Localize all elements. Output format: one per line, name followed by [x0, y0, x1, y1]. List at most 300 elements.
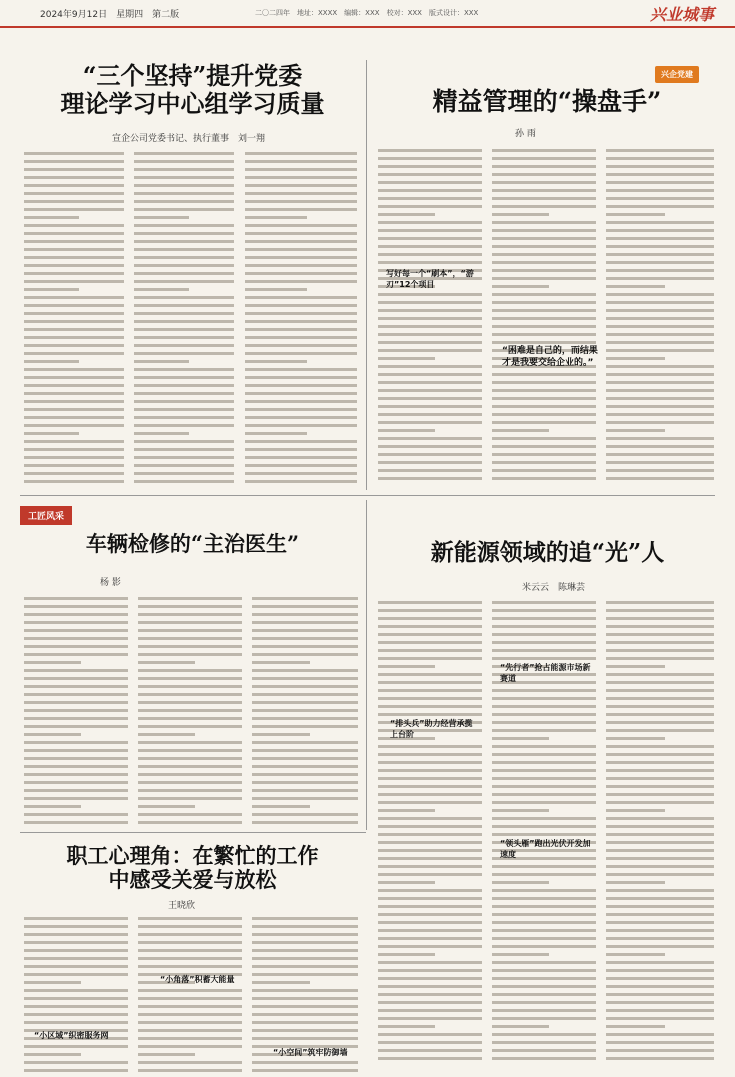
article2-section-tag: 兴企党建	[655, 66, 699, 83]
body-text-line	[24, 621, 128, 624]
body-text-line	[492, 785, 596, 788]
body-text-line	[134, 392, 234, 395]
body-text-line	[252, 605, 358, 608]
body-text-line	[134, 160, 234, 163]
body-text-line	[134, 376, 234, 379]
body-text-line	[492, 641, 596, 644]
body-text-line	[378, 705, 482, 708]
body-text-line	[606, 745, 714, 748]
body-text-line	[24, 392, 124, 395]
article3-body-col2	[138, 592, 242, 824]
body-text-line	[138, 997, 242, 1000]
body-text-line	[24, 949, 128, 952]
body-text-line	[138, 1037, 242, 1040]
body-text-line	[24, 368, 124, 371]
body-text-line	[245, 368, 357, 371]
body-text-line	[245, 256, 357, 259]
body-text-line	[134, 152, 234, 155]
body-text-line	[24, 677, 128, 680]
body-text-line	[378, 633, 482, 636]
body-text-line	[245, 296, 357, 299]
body-text-line	[24, 781, 128, 784]
body-text-line	[138, 1061, 242, 1064]
body-text-line	[606, 633, 714, 636]
body-text-line	[24, 248, 124, 251]
body-text-line	[378, 953, 435, 956]
body-text-line	[378, 849, 482, 852]
body-text-line	[252, 813, 358, 816]
body-text-line	[24, 933, 128, 936]
body-text-line	[24, 272, 124, 275]
article3-title: 车辆检修的“主治医生”	[85, 531, 300, 556]
article4-subhead1: “先行者”抢占能源市场新赛道	[500, 663, 591, 683]
body-text-line	[24, 192, 124, 195]
body-text-line	[24, 440, 124, 443]
article5-byline: 王晓欣	[168, 901, 196, 911]
body-text-line	[378, 237, 482, 240]
body-text-line	[134, 224, 234, 227]
body-text-line	[24, 288, 79, 291]
body-text-line	[24, 797, 128, 800]
body-text-line	[492, 341, 596, 344]
body-text-line	[378, 937, 482, 940]
body-text-line	[24, 224, 124, 227]
article1-body-col2	[134, 147, 234, 487]
body-text-line	[245, 248, 357, 251]
body-text-line	[606, 397, 714, 400]
body-text-line	[492, 301, 596, 304]
body-text-line	[24, 296, 124, 299]
body-text-line	[252, 821, 358, 824]
body-text-line	[606, 1017, 714, 1020]
body-text-line	[606, 173, 714, 176]
body-text-line	[252, 701, 358, 704]
body-text-line	[492, 609, 596, 612]
body-text-line	[24, 472, 124, 475]
body-text-line	[606, 969, 714, 972]
body-text-line	[492, 929, 596, 932]
body-text-line	[245, 448, 357, 451]
body-text-line	[492, 237, 596, 240]
body-text-line	[378, 1025, 435, 1028]
body-text-line	[378, 373, 482, 376]
body-text-line	[378, 349, 482, 352]
body-text-line	[378, 689, 482, 692]
body-text-line	[378, 841, 482, 844]
body-text-line	[492, 713, 596, 716]
body-text-line	[24, 917, 128, 920]
body-text-line	[492, 1057, 596, 1060]
body-text-line	[492, 325, 596, 328]
body-text-line	[606, 261, 714, 264]
body-text-line	[252, 997, 358, 1000]
body-text-line	[252, 693, 358, 696]
body-text-line	[378, 601, 482, 604]
body-text-line	[492, 1049, 596, 1052]
body-text-line	[606, 333, 714, 336]
body-text-line	[24, 733, 81, 736]
body-text-line	[138, 733, 195, 736]
body-text-line	[138, 661, 195, 664]
body-text-line	[138, 637, 242, 640]
body-text-line	[378, 157, 482, 160]
body-text-line	[492, 1009, 596, 1012]
body-text-line	[492, 397, 596, 400]
body-text-line	[606, 477, 714, 480]
body-text-line	[606, 453, 714, 456]
body-text-line	[24, 629, 128, 632]
body-text-line	[492, 445, 596, 448]
body-text-line	[606, 341, 714, 344]
body-text-line	[378, 173, 482, 176]
body-text-line	[138, 669, 242, 672]
body-text-line	[252, 757, 358, 760]
body-text-line	[492, 389, 596, 392]
body-text-line	[134, 256, 234, 259]
body-text-line	[606, 149, 714, 152]
body-text-line	[606, 1033, 714, 1036]
body-text-line	[606, 189, 714, 192]
page-header	[0, 0, 735, 28]
body-text-line	[378, 985, 482, 988]
body-text-line	[606, 365, 714, 368]
body-text-line	[252, 773, 358, 776]
body-text-line	[378, 809, 435, 812]
body-text-line	[378, 1049, 482, 1052]
body-text-line	[492, 817, 596, 820]
body-text-line	[378, 245, 482, 248]
article3-byline: 杨 影	[100, 578, 121, 588]
body-text-line	[606, 913, 714, 916]
body-text-line	[378, 261, 482, 264]
body-text-line	[24, 448, 124, 451]
article2-body-col3	[606, 144, 714, 484]
article2-byline: 孙 雨	[515, 129, 536, 139]
body-text-line	[606, 253, 714, 256]
body-text-line	[378, 1041, 482, 1044]
body-text-line	[492, 1001, 596, 1004]
body-text-line	[245, 320, 357, 323]
body-text-line	[492, 881, 549, 884]
body-text-line	[24, 637, 128, 640]
body-text-line	[24, 464, 124, 467]
body-text-line	[252, 933, 358, 936]
body-text-line	[134, 344, 234, 347]
body-text-line	[24, 1013, 128, 1016]
body-text-line	[492, 617, 596, 620]
newspaper-logo: 兴业城事	[650, 5, 715, 24]
body-text-line	[378, 317, 482, 320]
article1-title-line2: 理论学习中心组学习质量	[60, 88, 325, 118]
body-text-line	[492, 897, 596, 900]
body-text-line	[24, 725, 128, 728]
body-text-line	[252, 621, 358, 624]
body-text-line	[138, 629, 242, 632]
body-text-line	[378, 921, 482, 924]
body-text-line	[24, 336, 124, 339]
body-text-line	[24, 152, 124, 155]
body-text-line	[138, 709, 242, 712]
body-text-line	[606, 389, 714, 392]
body-text-line	[252, 917, 358, 920]
body-text-line	[252, 1029, 358, 1032]
body-text-line	[245, 336, 357, 339]
body-text-line	[138, 925, 242, 928]
body-text-line	[24, 384, 124, 387]
body-text-line	[252, 629, 358, 632]
body-text-line	[606, 325, 714, 328]
body-text-line	[252, 981, 310, 984]
body-text-line	[252, 989, 358, 992]
body-text-line	[252, 1061, 358, 1064]
body-text-line	[252, 925, 358, 928]
article5-subhead3: “小空间”筑牢防御墙	[273, 1048, 348, 1057]
body-text-line	[492, 737, 549, 740]
body-text-line	[606, 213, 665, 216]
article3-section-badge: 工匠风采	[20, 506, 72, 525]
body-text-line	[24, 805, 81, 808]
body-text-line	[138, 813, 242, 816]
body-text-line	[492, 657, 596, 660]
body-text-line	[378, 761, 482, 764]
body-text-line	[492, 993, 596, 996]
body-text-line	[245, 440, 357, 443]
body-text-line	[492, 253, 596, 256]
body-text-line	[24, 661, 81, 664]
body-text-line	[138, 1013, 242, 1016]
body-text-line	[378, 1057, 482, 1060]
body-text-line	[24, 981, 81, 984]
body-text-line	[252, 797, 358, 800]
body-text-line	[245, 352, 357, 355]
body-text-line	[606, 461, 714, 464]
body-text-line	[138, 821, 242, 824]
body-text-line	[245, 424, 357, 427]
body-text-line	[492, 317, 596, 320]
body-text-line	[24, 685, 128, 688]
body-text-line	[492, 197, 596, 200]
body-text-line	[606, 277, 714, 280]
body-text-line	[24, 645, 128, 648]
body-text-line	[245, 232, 357, 235]
article1-title	[20, 62, 365, 117]
body-text-line	[134, 440, 234, 443]
body-text-line	[245, 392, 357, 395]
body-text-line	[378, 665, 435, 668]
body-text-line	[606, 929, 714, 932]
body-text-line	[492, 697, 596, 700]
body-text-line	[606, 469, 714, 472]
body-text-line	[492, 205, 596, 208]
body-text-line	[606, 373, 714, 376]
body-text-line	[378, 873, 482, 876]
body-text-line	[606, 753, 714, 756]
body-text-line	[378, 333, 482, 336]
body-text-line	[24, 749, 128, 752]
body-text-line	[378, 197, 482, 200]
body-text-line	[252, 653, 358, 656]
body-text-line	[378, 1033, 482, 1036]
body-text-line	[138, 693, 242, 696]
article1-body-col3	[245, 147, 357, 487]
body-text-line	[606, 285, 665, 288]
body-text-line	[606, 245, 714, 248]
body-text-line	[252, 973, 358, 976]
body-text-line	[378, 945, 482, 948]
body-text-line	[606, 985, 714, 988]
body-text-line	[492, 421, 596, 424]
body-text-line	[24, 605, 128, 608]
body-text-line	[138, 949, 242, 952]
body-text-line	[24, 432, 79, 435]
body-text-line	[245, 264, 357, 267]
body-text-line	[492, 189, 596, 192]
body-text-line	[606, 437, 714, 440]
body-text-line	[606, 977, 714, 980]
body-text-line	[138, 725, 242, 728]
body-text-line	[24, 613, 128, 616]
body-text-line	[606, 945, 714, 948]
body-text-line	[134, 176, 234, 179]
body-text-line	[245, 408, 357, 411]
body-text-line	[492, 729, 596, 732]
body-text-line	[245, 152, 357, 155]
body-text-line	[492, 721, 596, 724]
body-text-line	[252, 1005, 358, 1008]
article4-title: 新能源领域的追“光”人	[430, 539, 665, 566]
body-text-line	[252, 805, 310, 808]
body-text-line	[378, 993, 482, 996]
body-text-line	[606, 413, 714, 416]
body-text-line	[252, 941, 358, 944]
article4-body-col3	[606, 596, 714, 1066]
body-text-line	[606, 905, 714, 908]
body-text-line	[378, 785, 482, 788]
body-text-line	[252, 781, 358, 784]
body-text-line	[606, 825, 714, 828]
body-text-line	[252, 741, 358, 744]
body-text-line	[252, 949, 358, 952]
body-text-line	[606, 1009, 714, 1012]
body-text-line	[134, 408, 234, 411]
body-text-line	[245, 216, 307, 219]
body-text-line	[606, 237, 714, 240]
body-text-line	[378, 961, 482, 964]
body-text-line	[378, 625, 482, 628]
body-text-line	[378, 1009, 482, 1012]
masthead-info: 二〇二四年 地址：XXXX 编辑：XXX 校对：XXX 版式设计：XXX	[255, 9, 479, 17]
body-text-line	[378, 325, 482, 328]
body-text-line	[606, 713, 714, 716]
body-text-line	[134, 472, 234, 475]
body-text-line	[134, 240, 234, 243]
body-text-line	[24, 925, 128, 928]
body-text-line	[492, 809, 549, 812]
body-text-line	[134, 320, 234, 323]
body-text-line	[24, 216, 79, 219]
body-text-line	[378, 213, 435, 216]
body-text-line	[252, 717, 358, 720]
body-text-line	[378, 453, 482, 456]
body-text-line	[252, 677, 358, 680]
body-text-line	[378, 149, 482, 152]
body-text-line	[492, 793, 596, 796]
body-text-line	[245, 400, 357, 403]
body-text-line	[606, 649, 714, 652]
body-text-line	[378, 341, 482, 344]
body-text-line	[134, 416, 234, 419]
body-text-line	[492, 309, 596, 312]
body-text-line	[606, 165, 714, 168]
body-text-line	[245, 472, 357, 475]
body-text-line	[606, 617, 714, 620]
body-text-line	[138, 749, 242, 752]
body-text-line	[378, 753, 482, 756]
body-text-line	[24, 424, 124, 427]
body-text-line	[378, 477, 482, 480]
body-text-line	[134, 432, 189, 435]
body-text-line	[138, 685, 242, 688]
body-text-line	[492, 285, 549, 288]
body-text-line	[138, 917, 242, 920]
body-text-line	[492, 889, 596, 892]
body-text-line	[138, 789, 242, 792]
article2-body-col1	[378, 144, 482, 484]
article5-body-col1	[24, 912, 128, 1072]
body-text-line	[378, 309, 482, 312]
body-text-line	[378, 865, 482, 868]
body-text-line	[378, 673, 482, 676]
body-text-line	[378, 657, 482, 660]
body-text-line	[378, 357, 435, 360]
body-text-line	[492, 601, 596, 604]
body-text-line	[492, 945, 596, 948]
body-text-line	[134, 280, 234, 283]
article2-subhead1: 写好每一个“刷本”，“游刃”12个项目	[386, 269, 474, 289]
body-text-line	[378, 1017, 482, 1020]
body-text-line	[134, 368, 234, 371]
body-text-line	[24, 773, 128, 776]
body-text-line	[134, 168, 234, 171]
body-text-line	[138, 757, 242, 760]
article5-subhead2: “小角落”积蓄大能量	[160, 975, 235, 984]
body-text-line	[492, 977, 596, 980]
body-text-line	[134, 464, 234, 467]
body-text-line	[252, 725, 358, 728]
body-text-line	[606, 889, 714, 892]
body-text-line	[606, 309, 714, 312]
body-text-line	[245, 192, 357, 195]
body-text-line	[492, 173, 596, 176]
body-text-line	[378, 913, 482, 916]
body-text-line	[24, 480, 124, 483]
body-text-line	[606, 1001, 714, 1004]
body-text-line	[24, 757, 128, 760]
body-text-line	[134, 192, 234, 195]
body-text-line	[378, 301, 482, 304]
body-text-line	[492, 221, 596, 224]
body-text-line	[606, 833, 714, 836]
body-text-line	[245, 160, 357, 163]
body-text-line	[492, 625, 596, 628]
body-text-line	[606, 841, 714, 844]
body-text-line	[606, 197, 714, 200]
body-text-line	[252, 957, 358, 960]
body-text-line	[606, 1049, 714, 1052]
body-text-line	[606, 229, 714, 232]
body-text-line	[492, 269, 596, 272]
body-text-line	[378, 421, 482, 424]
